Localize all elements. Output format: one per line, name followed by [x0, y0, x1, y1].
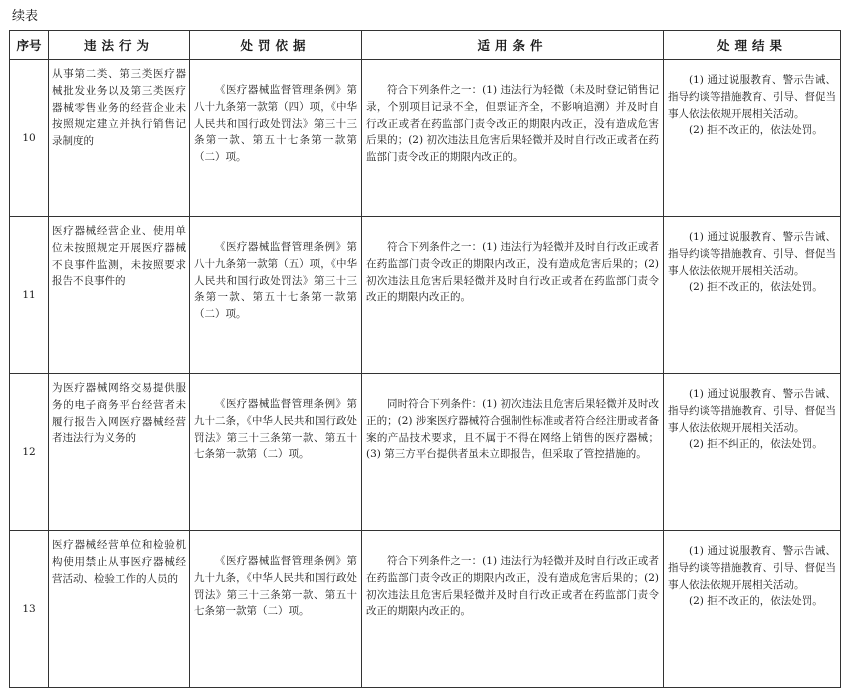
regulation-table [9, 30, 841, 688]
row-violation: 医疗器械经营企业、使用单位未按照规定开展医疗器械不良事件监测，未按照要求报告不良事件的 [49, 217, 190, 374]
table-caption: 续表 [12, 9, 39, 24]
row-violation: 医疗器械经营单位和检验机构使用禁止从事医疗器械经营活动、检验工作的人员的 [49, 531, 190, 688]
row-violation: 为医疗器械网络交易提供服务的电子商务平台经营者未履行报告入网医疗器械经营者违法行为义务的 [49, 374, 190, 531]
table-row [10, 374, 841, 531]
row-basis [190, 374, 362, 531]
result-item-2: (2) 拒不改正的，依法处罚。 [689, 281, 823, 294]
table-row [10, 217, 841, 374]
row-basis [190, 531, 362, 688]
conditions-text: 符合下列条件之一：(1) 违法行为轻微并及时自行改正或者在药监部门责令改正的期限内改正，没有造成危害后果的；(2) 初次违法且危害后果轻微并及时自行改正或者在药监部门责令改正的期限内改正的。 [366, 555, 659, 618]
row-conditions [362, 531, 664, 688]
row-result [664, 217, 841, 374]
header-basis: 处罚依据 [190, 31, 362, 60]
row-seq: 10 [10, 60, 49, 217]
basis-text: 《医疗器械监督管理条例》第八十九条第一款第（四）项，《中华人民共和国行政处罚法》第三十三条第一款、第五十七条第一款第（二）项。 [194, 84, 357, 164]
table-row [10, 60, 841, 217]
row-conditions [362, 217, 664, 374]
conditions-text: 同时符合下列条件：(1) 初次违法且危害后果轻微并及时改正的；(2) 涉案医疗器械符合强制性标准或者符合经注册或者备案的产品技术要求，且不属于不得在网络上销售的医疗器械；(3) 第三方平台提供者虽未立即报告，但采取了管控措施的。 [366, 398, 659, 461]
result-item-2: (2) 拒不改正的，依法处罚。 [689, 595, 823, 608]
header-seq: 序号 [10, 31, 49, 60]
table-header-row [10, 31, 841, 60]
result-item-2: (2) 拒不改正的，依法处罚。 [689, 124, 823, 137]
conditions-text: 符合下列条件之一：(1) 违法行为轻微（未及时登记销售记录，个别项目记录不全，但票证齐全，不影响追溯）并及时自行改正或者在药监部门责令改正的期限内改正，没有造成危害后果的；(2) 初次违法且危害后果轻微并及时自行改正或者在药监部门责令改正的期限内改正的。 [366, 84, 659, 164]
header-result: 处理结果 [664, 31, 841, 60]
result-item-2: (2) 拒不纠正的，依法处罚。 [689, 438, 823, 451]
result-item-1: (1) 通过说服教育、警示告诫、指导约谈等措施教育、引导、督促当事人依法依规开展相关活动。 [668, 545, 836, 591]
row-conditions [362, 374, 664, 531]
row-violation: 从事第二类、第三类医疗器械批发业务以及第三类医疗器械零售业务的经营企业未按照规定建立并执行销售记录制度的 [49, 60, 190, 217]
row-result [664, 374, 841, 531]
conditions-text: 符合下列条件之一：(1) 违法行为轻微并及时自行改正或者在药监部门责令改正的期限内改正，没有造成危害后果的；(2) 初次违法且危害后果轻微并及时自行改正或者在药监部门责令改正的期限内改正的。 [366, 241, 659, 304]
basis-text: 《医疗器械监督管理条例》第九十九条，《中华人民共和国行政处罚法》第三十三条第一款、第五十七条第一款第（二）项。 [194, 555, 357, 618]
result-item-1: (1) 通过说服教育、警示告诫、指导约谈等措施教育、引导、督促当事人依法依规开展相关活动。 [668, 74, 836, 120]
basis-text: 《医疗器械监督管理条例》第八十九条第一款第（五）项，《中华人民共和国行政处罚法》第三十三条第一款、第五十七条第一款第（二）项。 [194, 241, 357, 321]
row-basis [190, 60, 362, 217]
header-violation: 违法行为 [49, 31, 190, 60]
row-result [664, 531, 841, 688]
result-item-1: (1) 通过说服教育、警示告诫、指导约谈等措施教育、引导、督促当事人依法依规开展相关活动。 [668, 231, 836, 277]
table-row [10, 531, 841, 688]
row-seq: 11 [10, 217, 49, 374]
header-conditions: 适用条件 [362, 31, 664, 60]
row-seq: 13 [10, 531, 49, 688]
row-conditions [362, 60, 664, 217]
result-item-1: (1) 通过说服教育、警示告诫、指导约谈等措施教育、引导、督促当事人依法依规开展相关活动。 [668, 388, 836, 434]
row-basis [190, 217, 362, 374]
row-seq: 12 [10, 374, 49, 531]
basis-text: 《医疗器械监督管理条例》第九十二条，《中华人民共和国行政处罚法》第三十三条第一款、第五十七条第一款第（二）项。 [194, 398, 357, 461]
row-result [664, 60, 841, 217]
